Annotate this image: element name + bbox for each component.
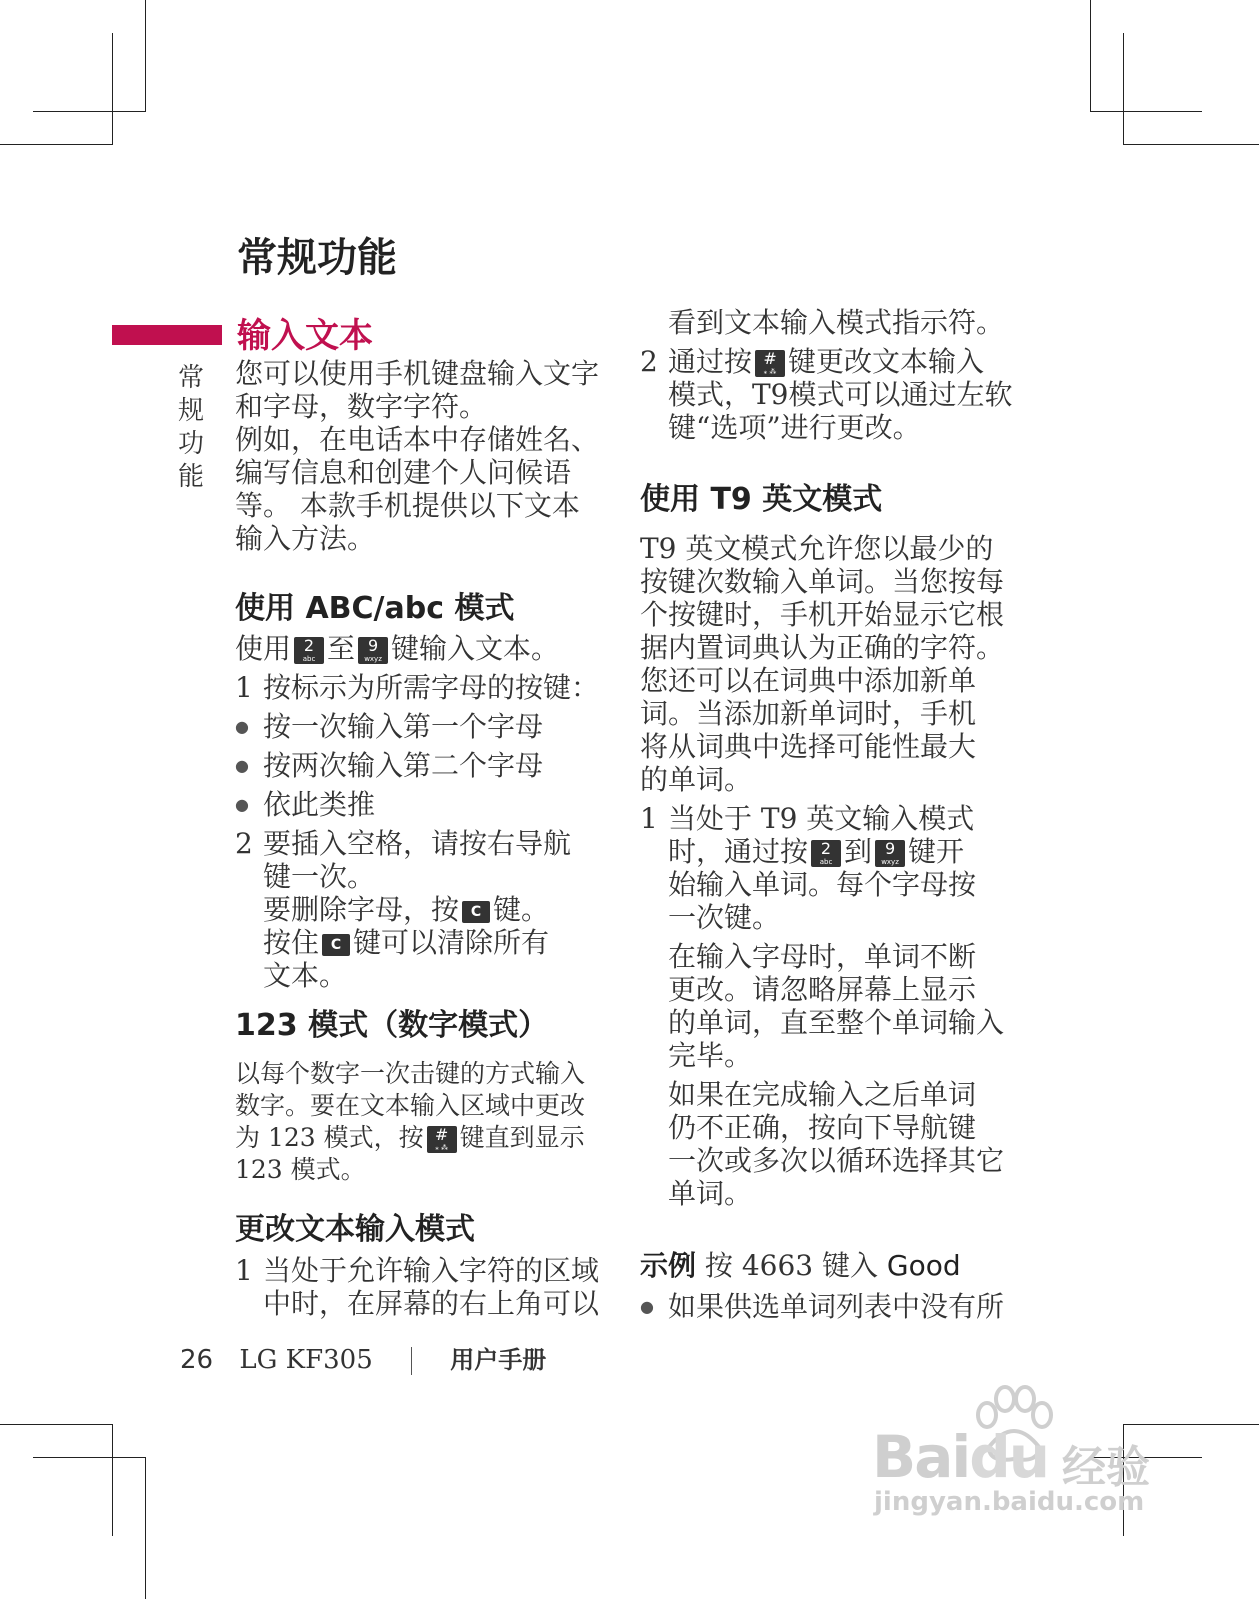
text-line: 编写信息和创建个人问候语 [235,456,572,489]
hash-key-icon [427,1126,457,1153]
crop-mark [1090,111,1202,112]
key-sublabel: abc [302,655,316,663]
side-tab [178,362,205,494]
key-2-icon [294,637,324,664]
key-label: 2 [303,636,315,655]
text-line [668,345,1020,378]
text-line: 仍不正确，按向下导航键 [668,1111,977,1144]
text-line: 更改。请忽略屏幕上显示 [668,973,977,1006]
section-accent-bar [112,325,222,345]
text-line: T9 英文模式允许您以最少的 [640,532,994,565]
crop-mark [145,0,146,112]
example-label: 示例 [640,1249,697,1282]
crop-mark [0,144,112,145]
text-line: 您可以使用手机键盘输入文字 [235,357,600,390]
t9-paragraph-2 [668,940,1020,1072]
text-line: 词。当添加新单词时，手机 [640,697,977,730]
watermark-brand: Bai [872,1423,970,1491]
text: 至 [327,632,356,665]
change-step-1 [235,1254,605,1320]
subheading-t9: 使用 T9 英文模式 [640,482,883,517]
key-label: # [434,1125,449,1144]
step-2-right [640,345,1020,444]
key-sublabel: abc [819,858,833,866]
right-column [640,306,1020,1323]
text-line: 以每个数字一次击键的方式输入 [235,1059,586,1088]
key-sublabel: ⁎ ⁂ [763,368,777,376]
page-number: 26 [180,1345,214,1375]
step-number: 2 [235,827,253,860]
text-line: 个按键时，手机开始显示它根 [640,598,1005,631]
hash-key-icon [755,350,785,377]
step-number: 1 [235,671,253,704]
text-line: 的单词，直至整个单词输入 [668,1006,1005,1039]
text: 按标示为所需字母的按键： [263,671,600,704]
text: 键开 [908,835,965,868]
side-tab-char: 能 [178,462,205,492]
section-title: 输入文本 [237,316,373,356]
continued-line: 看到文本输入模式指示符。 [668,306,1005,339]
text: 要删除字母，按 [263,893,460,926]
list-item: ● 按两次输入第二个字母 [235,749,605,782]
example-line [640,1246,1020,1286]
text-line: 例如，在电话本中存储姓名、 [235,423,600,456]
key-label: 2 [820,839,832,858]
key-9-icon [875,840,905,867]
model-name: LG KF305 [239,1345,373,1375]
step-number: 2 [640,345,658,378]
step-2 [235,827,605,992]
text-line: 按键次数输入单词。当您按每 [640,565,1005,598]
footer-divider [411,1347,412,1375]
crop-mark [112,1424,113,1536]
text-line: 模式，T9模式可以通过左软 [668,378,1013,411]
text: 键更改文本输入 [788,345,985,378]
crop-mark [1123,33,1124,145]
step-1 [235,671,605,704]
text-line: 键“选项”进行更改。 [668,411,921,444]
text: 键输入文本。 [391,632,560,665]
text-line: 输入方法。 [235,522,376,555]
watermark-brand2: du [969,1423,1049,1491]
text-line: 完毕。 [668,1039,753,1072]
text-line: 的单词。 [640,763,753,796]
crop-mark [1123,144,1259,145]
text: 为 123 模式，按 [235,1123,424,1152]
text-line: 一次或多次以循环选择其它 [668,1144,1005,1177]
example-word: Good [886,1249,961,1282]
key-label: 9 [367,636,379,655]
key-9-icon [358,637,388,664]
text-line: 和字母，数字字符。 [235,390,488,423]
text-line: 将从词典中选择可能性最大 [640,730,977,763]
text: 到 [844,835,873,868]
key-sublabel: ⁎ ⁂ [435,1144,448,1152]
baidu-watermark [872,1385,1162,1520]
subheading-change-mode: 更改文本输入模式 [235,1212,475,1247]
text-line: 如果在完成输入之后单词 [668,1078,977,1111]
subheading-abc: 使用 ABC/abc 模式 [235,591,515,626]
crop-mark [33,111,145,112]
key-sublabel: wxyz [364,655,382,663]
intro-paragraph [235,357,605,555]
text-line [668,835,1020,868]
t9-intro [640,532,1020,796]
crop-mark [112,33,113,145]
text: 使用 [235,632,292,665]
watermark-url: jingyan.baidu.com [874,1487,1145,1517]
list-item: ● 如果供选单词列表中没有所 [640,1290,1020,1323]
text: 按住 [263,926,320,959]
text-line: 当处于 T9 英文输入模式 [668,802,975,835]
crop-mark [0,1424,112,1425]
text: 按 4663 键入 [704,1249,878,1282]
text-line: 要插入空格，请按右导航 [263,827,572,860]
text-line: 123 模式。 [235,1155,366,1184]
text: 键。 [493,893,550,926]
text: 通过按 [668,345,753,378]
key-sublabel: wxyz [881,858,899,866]
key-2-icon [811,840,841,867]
mode123-paragraph [235,1058,605,1186]
side-tab-char: 功 [178,429,205,459]
crop-mark [145,1457,146,1599]
text-line: 单词。 [668,1177,753,1210]
clear-key-icon: C [322,934,350,956]
text: 键直到显示 [459,1123,585,1152]
text-line: 始输入单词。每个字母按 [668,868,977,901]
text-line: 据内置词典认为正确的字符。 [640,631,1005,664]
list-item: ● 按一次输入第一个字母 [235,710,605,743]
list-item: ● 依此类推 [235,788,605,821]
text-line [263,926,605,959]
text-line: 在输入字母时，单词不断 [668,940,977,973]
side-tab-char: 常 [178,363,205,393]
left-column [235,357,605,1320]
abc-instruction [235,632,605,665]
manual-label: 用户手册 [450,1346,547,1374]
side-tab-char: 规 [178,396,205,426]
text-line: 一次键。 [668,901,781,934]
text: 键可以清除所有 [353,926,550,959]
key-label: 9 [884,839,896,858]
step-number: 1 [640,802,658,835]
text-line: 键一次。 [263,860,376,893]
text-line: 中时，在屏幕的右上角可以 [263,1287,600,1320]
text: 时，通过按 [668,835,809,868]
page-title: 常规功能 [237,235,397,281]
text-line: 当处于允许输入字符的区域 [263,1254,600,1287]
t9-paragraph-3 [668,1078,1020,1210]
step-number: 1 [235,1254,253,1287]
crop-mark [1090,0,1091,112]
subheading-123: 123 模式（数字模式） [235,1008,549,1043]
clear-key-icon: C [462,901,490,923]
text-line: 等。 本款手机提供以下文本 [235,489,580,522]
key-label: # [763,349,777,368]
watermark-cn: 经验 [1062,1442,1150,1493]
text-line [263,893,605,926]
t9-step-1 [640,802,1020,1210]
text-line: 数字。要在文本输入区域中更改 [235,1091,586,1120]
page-footer [180,1340,546,1375]
text-line: 您还可以在词典中添加新单 [640,664,977,697]
text-line: 文本。 [263,959,348,992]
text-line [235,1122,605,1154]
crop-mark [33,1457,145,1458]
